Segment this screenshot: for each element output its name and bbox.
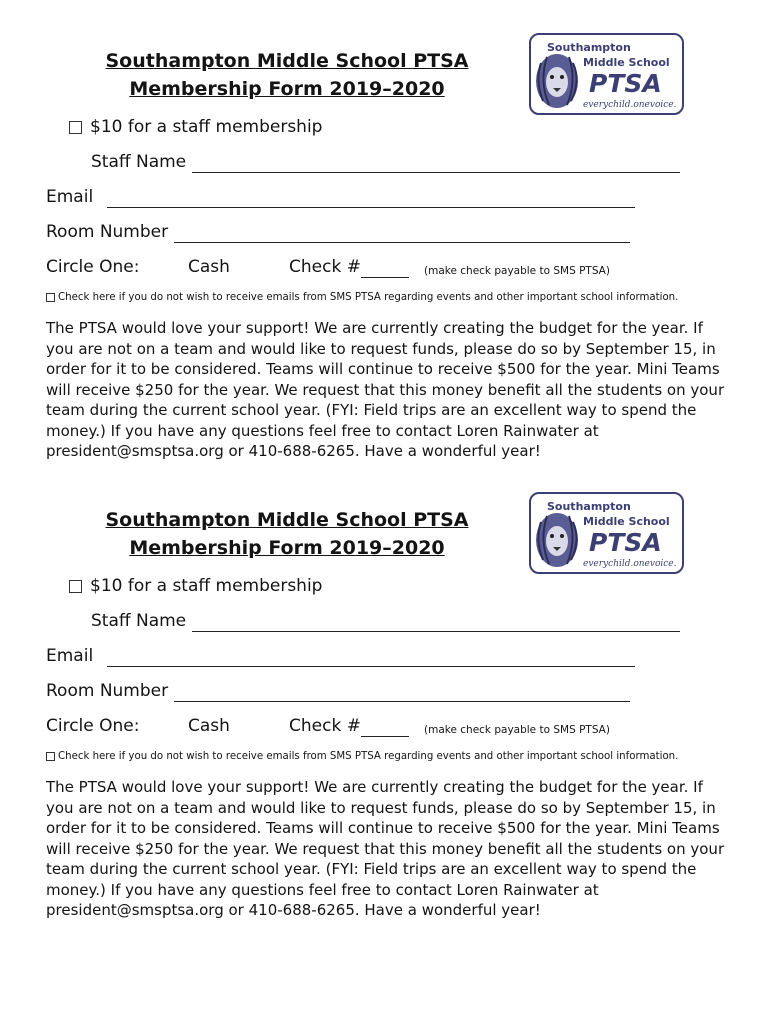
email-field[interactable] [107, 191, 635, 208]
payment-row [46, 715, 139, 737]
staff-name-field[interactable] [192, 156, 680, 173]
membership-checkbox[interactable] [69, 580, 82, 593]
circle-one-label: Circle One: [46, 716, 140, 736]
check-label: Check # [289, 716, 361, 736]
logo-text-middle-school: Middle School [583, 515, 670, 528]
cash-option[interactable]: Cash [188, 257, 230, 277]
staff-name-label: Staff Name [91, 152, 187, 172]
membership-option [69, 116, 322, 138]
form-title-line1: Southampton Middle School PTSA [105, 509, 469, 531]
membership-checkbox[interactable] [69, 121, 82, 134]
check-number-field[interactable] [361, 261, 409, 278]
optout-text: Check here if you do not wish to receive emails from SMS PTSA regarding events and other important school information. [58, 292, 679, 303]
membership-option-label: $10 for a staff membership [90, 576, 323, 596]
logo-text-ptsa: PTSA [589, 528, 662, 557]
email-row [46, 186, 635, 208]
check-option[interactable] [289, 715, 409, 737]
info-paragraph: The PTSA would love your support! We are currently creating the budget for the year. If you are not on a team and would like to request funds, please do so by September 15, in order for it to be considered. Teams will continue to receive $500 for the year. Mini Teams will receive $250 for the year. We request that this money benefit all the students on your team during the current school year. (FYI: Field trips are an excellent way to spend the money.) If you have any questions feel free to contact Loren Rainwater at president@smsptsa.org or 410-688-6265. Have a wonderful year! [46, 778, 725, 919]
optout-text: Check here if you do not wish to receive emails from SMS PTSA regarding events and other important school information. [58, 751, 679, 762]
email-label: Email [46, 187, 94, 207]
staff-name-row [91, 610, 680, 632]
optout-checkbox[interactable] [46, 752, 55, 761]
circle-one-label: Circle One: [46, 257, 140, 277]
logo-text-southampton: Southampton [547, 500, 631, 513]
room-number-field[interactable] [174, 226, 630, 243]
ptsa-logo [529, 492, 684, 574]
form-title-line1: Southampton Middle School PTSA [105, 50, 469, 72]
room-number-label: Room Number [46, 222, 169, 242]
cash-option[interactable]: Cash [188, 716, 230, 736]
room-number-field[interactable] [174, 685, 630, 702]
email-label: Email [46, 646, 94, 666]
info-paragraph: The PTSA would love your support! We are currently creating the budget for the year. If you are not on a team and would like to request funds, please do so by September 15, in order for it to be considered. Teams will continue to receive $500 for the year. Mini Teams will receive $250 for the year. We request that this money benefit all the students on your team during the current school year. (FYI: Field trips are an excellent way to spend the money.) If you have any questions feel free to contact Loren Rainwater at president@smsptsa.org or 410-688-6265. Have a wonderful year! [46, 319, 725, 460]
staff-name-row [91, 151, 680, 173]
membership-form-2 [0, 459, 770, 919]
payment-row [46, 256, 139, 278]
membership-option-label: $10 for a staff membership [90, 117, 323, 137]
optout-row [46, 750, 678, 764]
form-title-line2: Membership Form 2019–2020 [129, 78, 445, 100]
check-number-field[interactable] [361, 720, 409, 737]
staff-name-field[interactable] [192, 615, 680, 632]
lion-icon [536, 513, 578, 567]
check-option[interactable] [289, 256, 409, 278]
staff-name-label: Staff Name [91, 611, 187, 631]
lion-icon [536, 54, 578, 108]
room-number-row [46, 221, 630, 243]
logo-text-middle-school: Middle School [583, 56, 670, 69]
check-note: (make check payable to SMS PTSA) [424, 724, 610, 736]
membership-option [69, 575, 322, 597]
email-field[interactable] [107, 650, 635, 667]
optout-checkbox[interactable] [46, 293, 55, 302]
email-row [46, 645, 635, 667]
logo-tagline: everychild.onevoice. [583, 559, 677, 569]
check-label: Check # [289, 257, 361, 277]
room-number-label: Room Number [46, 681, 169, 701]
logo-text-southampton: Southampton [547, 41, 631, 54]
ptsa-logo [529, 33, 684, 115]
optout-row [46, 291, 678, 305]
logo-tagline: everychild.onevoice. [583, 100, 677, 110]
form-title-line2: Membership Form 2019–2020 [129, 537, 445, 559]
membership-form-1 [0, 0, 770, 460]
room-number-row [46, 680, 630, 702]
check-note: (make check payable to SMS PTSA) [424, 265, 610, 277]
logo-text-ptsa: PTSA [589, 69, 662, 98]
